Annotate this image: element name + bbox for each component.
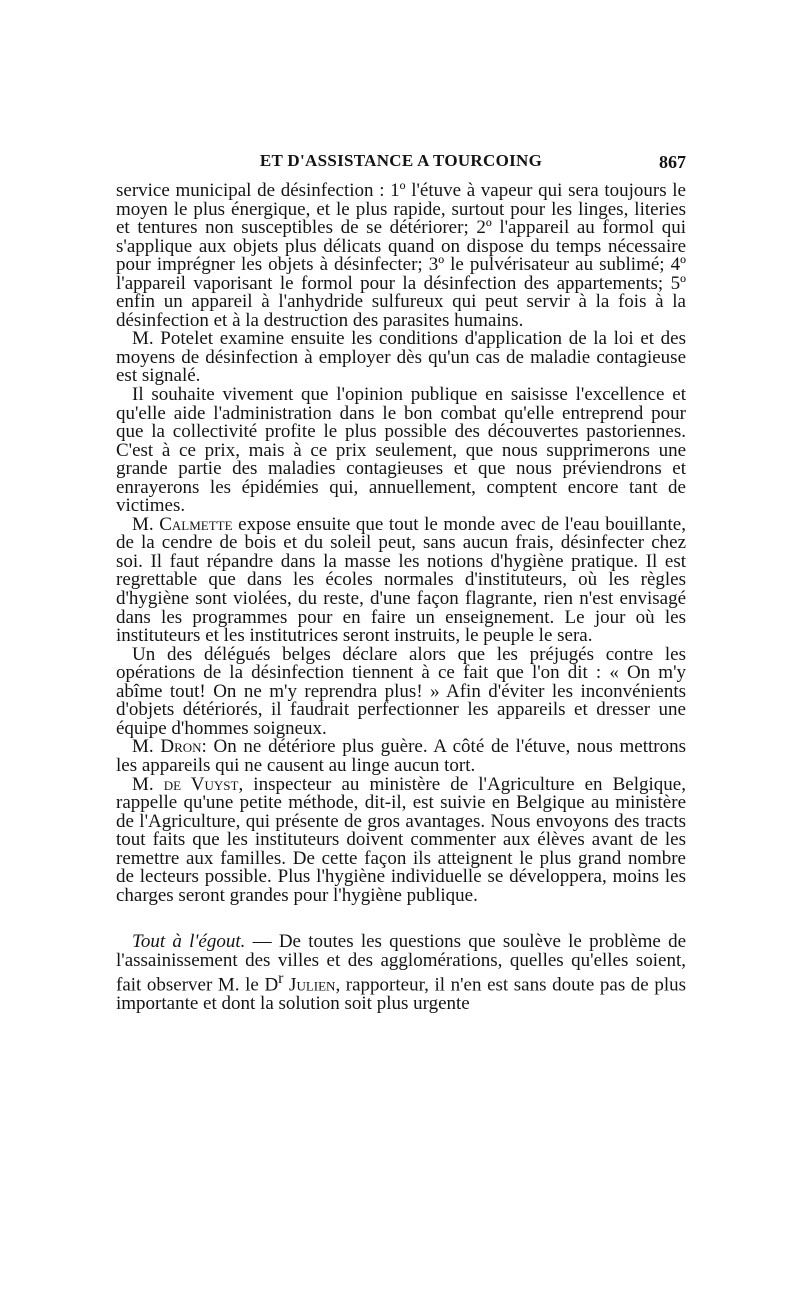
honorific: M.: [132, 513, 160, 535]
paragraph-text: M. Potelet examine ensuite les conditions d'application de la loi et des moyens de désinfection à employer dès qu'un cas de maladie contagieuse est signalé.: [116, 328, 686, 387]
speaker-name: Julien: [289, 974, 336, 996]
paragraph: [116, 513, 686, 647]
paragraph: [116, 386, 686, 516]
running-title: ET D'ASSISTANCE A TOURCOING: [259, 151, 543, 170]
paragraph-text: — De toutes les questions que soulève le problème de l'assainissement des villes et des agglomérations, quelles qu'elles soient, fait observer M. le D: [116, 931, 686, 996]
speaker-name: de Vuyst: [163, 773, 239, 795]
speaker-name: Dron: [160, 736, 202, 758]
section-paragraph: [116, 933, 686, 1014]
paragraph: [116, 330, 686, 386]
paragraph-text: Un des délégués belges déclare alors que les préjugés contre les opérations de la désinfection tiennent à ce fait que l'on dit : « On m'y abîme tout! On ne m'y reprendra plus! » Afin d'éviter les inconvénients d'objets détériorés, il faudrait perfectionner les appareils et dresser une équipe d'hommes soigneux.: [116, 643, 686, 739]
honorific: M.: [132, 736, 161, 758]
paragraph-text: Il souhaite vivement que l'opinion publique en saisisse l'excellence et qu'elle aide l'administration dans le bon combat qu'elle entreprend pour que la collectivité profite le plus possible des découvertes pastoriennes. C'est à ce prix, mais à ce prix seulement, que nous supprimerons une grande partie des maladies contagieuses et que nous préviendrons et enrayerons les épidémies qui, annuellement, comptent encore tant de victimes.: [116, 384, 686, 517]
running-head: [116, 151, 686, 175]
paragraph: [116, 738, 686, 775]
paragraph-text: : On ne détériore plus guère. A côté de l'étuve, nous mettrons les appareils qui ne causent au linge aucun tort.: [116, 736, 686, 776]
paragraph-text: service municipal de désinfection : 1º l'étuve à vapeur qui sera toujours le moyen le plus énergique, et le plus rapide, surtout pour les linges, literies et tentures non susceptibles de se détériorer; 2º l'appareil au formol qui s'applique aux objets plus délicats quand on dispose du temps nécessaire pour imprégner les objets à désinfecter; 3º le pulvérisateur au sublimé; 4º l'appareil vaporisant le formol pour la désinfection des appartements; 5º enfin un appareil à l'anhydride sulfureux qui peut servir à la fois à la désinfection et à la destruction des parasites humains.: [116, 180, 686, 331]
superscript: r: [278, 970, 284, 988]
section-heading: Tout à l'égout.: [132, 931, 246, 953]
paragraph-text: , inspecteur au ministère de l'Agriculture en Belgique, rappelle qu'une petite méthode, dit-il, est suivie en Belgique au ministère de l'Agriculture, qui présente de gros avantages. Nous envoyons des tracts tout faits que les instituteurs doivent commenter aux élèves avant de les remettre aux familles. De cette façon ils atteignent le plus grand nombre de lecteurs possible. Plus l'hygiène individuelle se développera, moins les charges seront grandes pour l'hygiène publique.: [116, 773, 686, 906]
paragraph: [116, 182, 686, 330]
paragraph-text: , rapporteur, il n'en est sans doute pas de plus importante et dont la solution soit plus urgente: [116, 974, 686, 1015]
honorific: M.: [132, 773, 164, 795]
page-number: 867: [659, 152, 686, 172]
paragraph: [116, 643, 686, 739]
body-text: [116, 182, 686, 1014]
paragraph-text: expose ensuite que tout le monde avec de l'eau bouillante, de la cendre de bois et du soleil peut, sans aucun frais, désinfecter chez soi. Il faut répandre dans la masse les notions d'hygiène pratique. Il est regrettable que dans les écoles normales d'instituteurs, où les règles d'hygiène sont violées, du reste, d'une façon flagrante, rien n'est envisagé dans les programmes pour en faire un enseignement. Le jour où les instituteurs et les institutrices seront instruits, le peuple le sera.: [116, 513, 686, 647]
paragraph: [116, 773, 686, 906]
section-gap: [116, 905, 686, 933]
speaker-name: Calmette: [159, 513, 233, 535]
